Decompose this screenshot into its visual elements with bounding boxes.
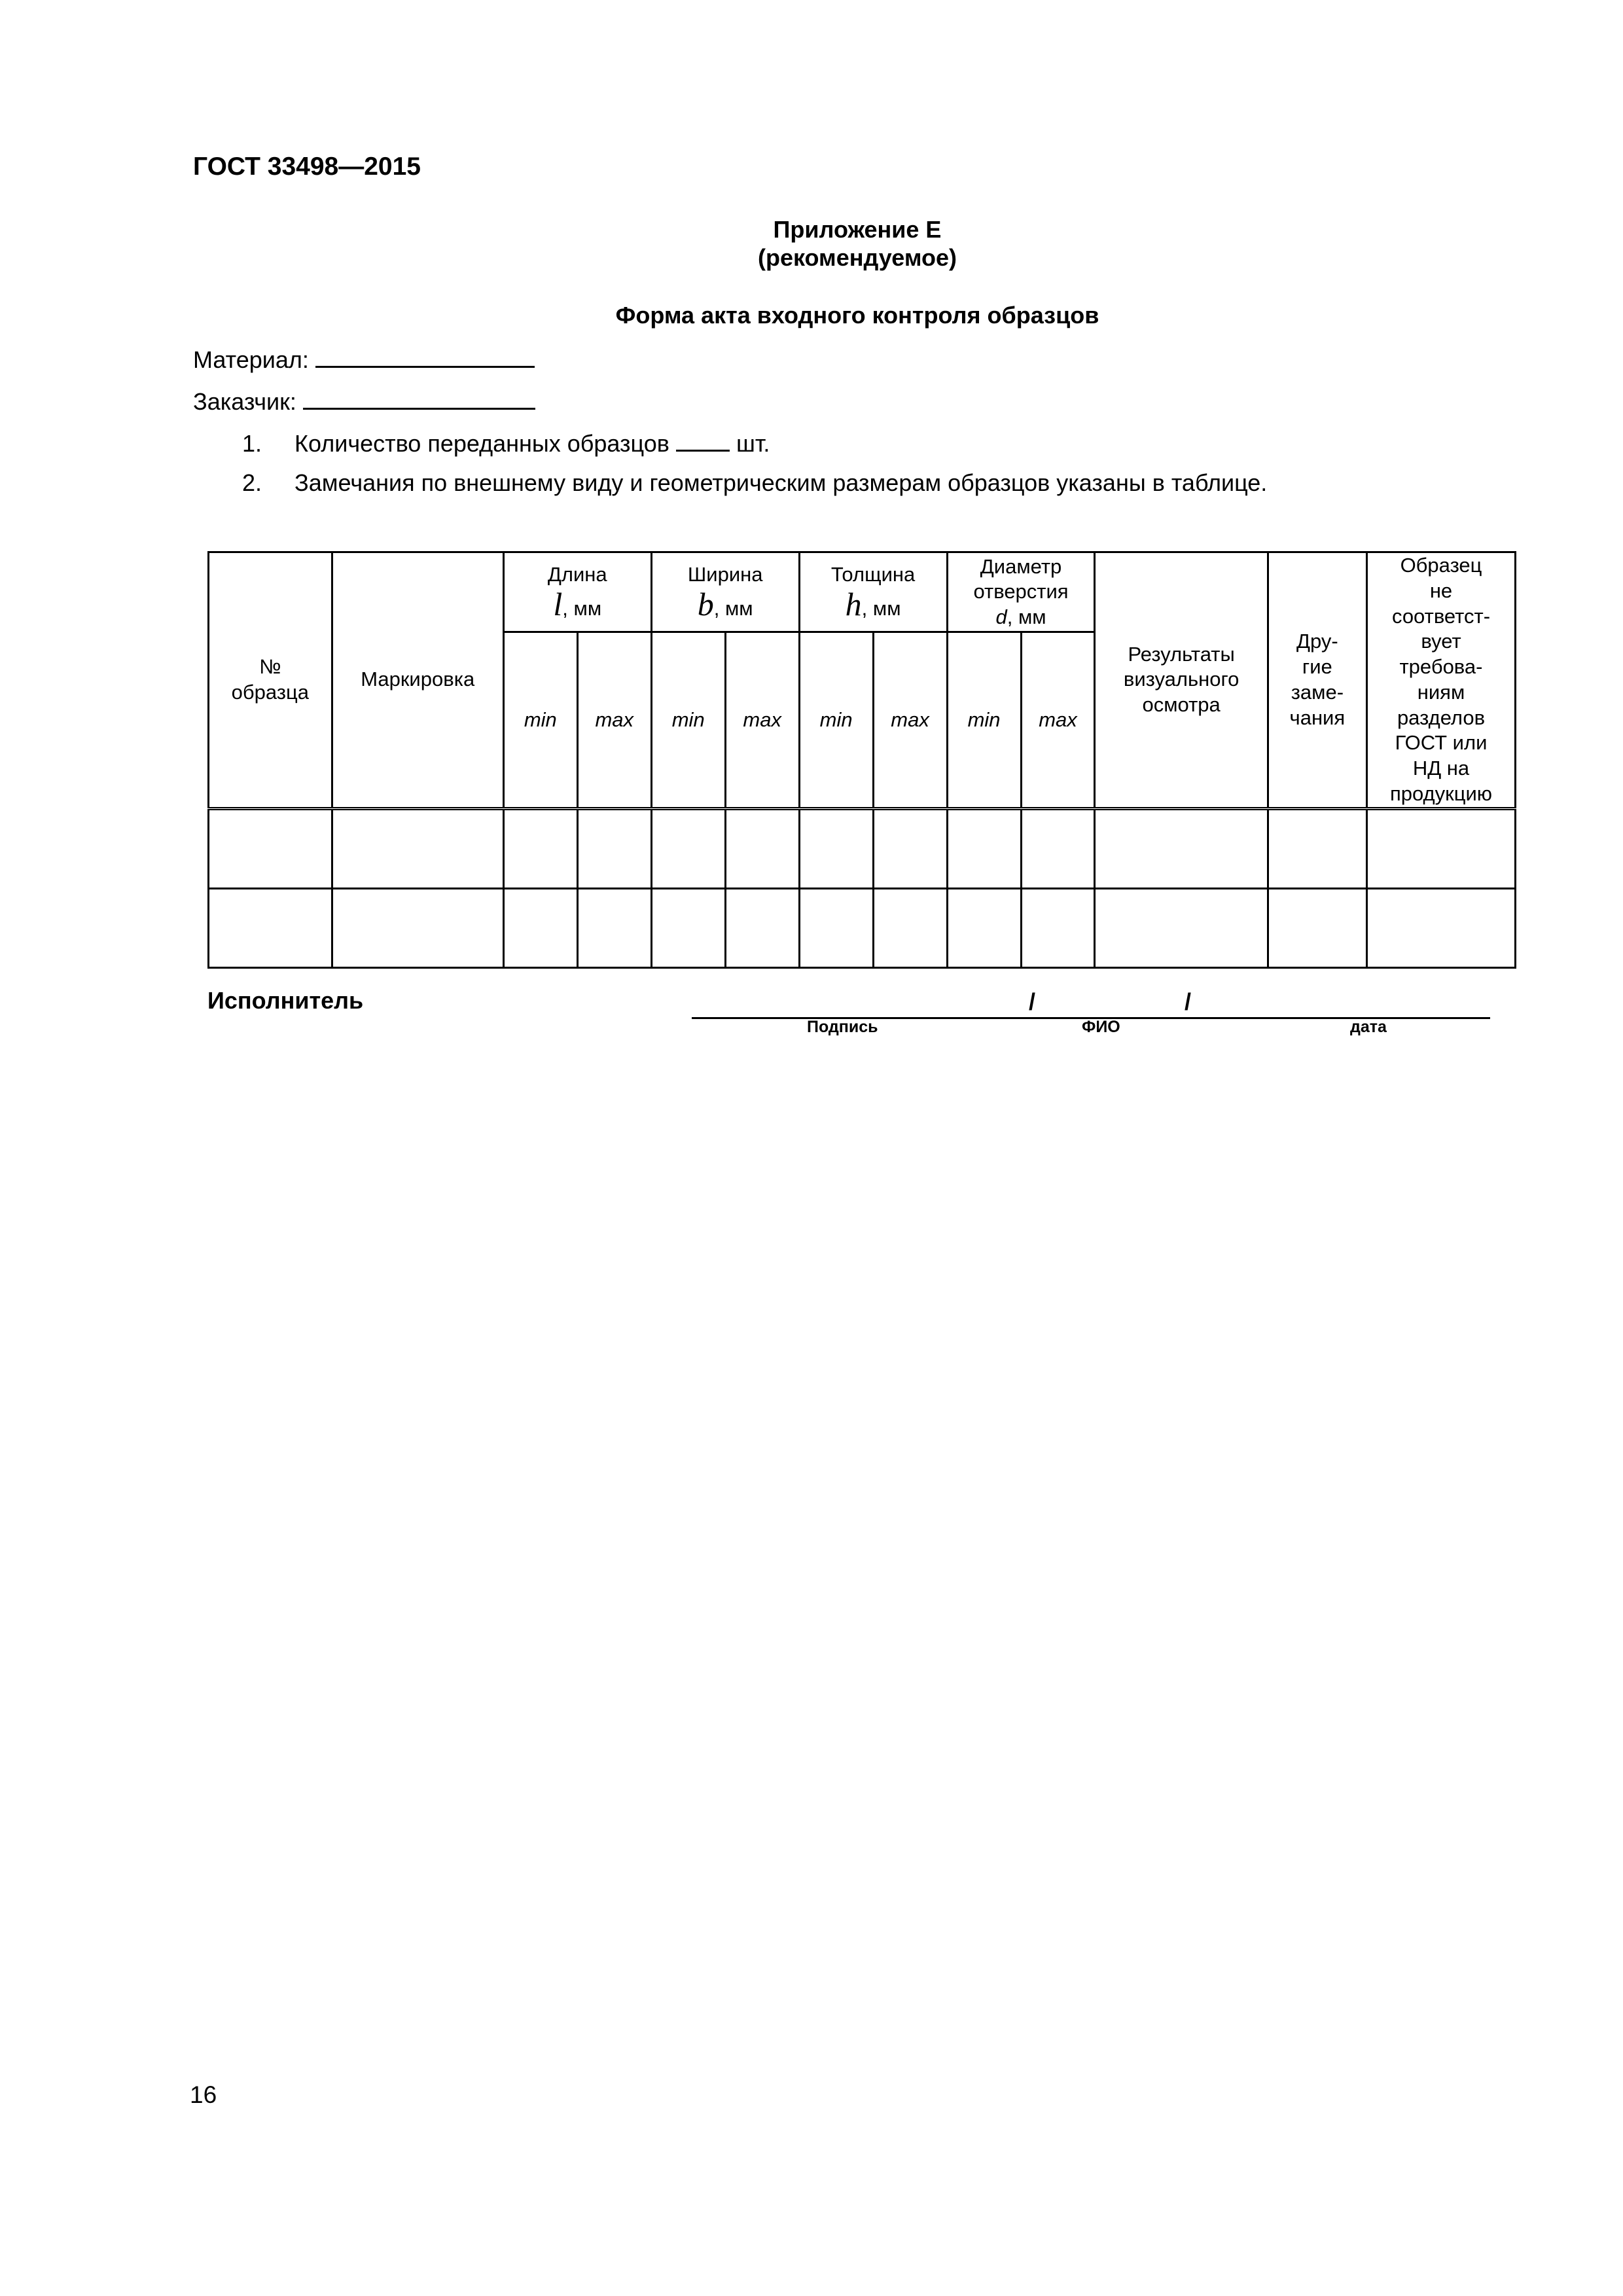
signature-caption: Подпись <box>807 1018 878 1036</box>
table-cell[interactable] <box>947 808 1021 888</box>
customer-blank[interactable] <box>303 386 535 410</box>
table-cell[interactable] <box>651 808 725 888</box>
name-caption: ФИО <box>1082 1018 1120 1036</box>
table-cell[interactable] <box>1095 808 1268 888</box>
table-cell[interactable] <box>503 888 577 967</box>
separator-slash: / <box>1029 988 1036 1015</box>
header-length-max: max <box>577 632 651 808</box>
table-cell[interactable] <box>1021 808 1095 888</box>
appendix-title: Приложение Е <box>773 216 942 243</box>
table-cell[interactable] <box>1268 808 1366 888</box>
header-other-remarks: Дру- гие заме- чания <box>1268 552 1366 809</box>
list-item-text: Замечания по внешнему виду и геометрическим размерам образцов указаны в таблице. <box>294 469 1268 496</box>
header-thickness: Толщина h, мм <box>799 552 947 632</box>
customer-field <box>193 386 535 416</box>
header-thickness-min: min <box>799 632 873 808</box>
date-caption: дата <box>1350 1018 1387 1036</box>
header-hole-diameter: Диаметр отверстия d, мм <box>947 552 1095 632</box>
customer-label: Заказчик: <box>193 388 296 415</box>
header-visual-results: Результаты визуального осмотра <box>1095 552 1268 809</box>
header-sample-number: № образца <box>209 552 332 809</box>
table-cell[interactable] <box>799 808 873 888</box>
table-cell[interactable] <box>1095 888 1268 967</box>
appendix-subtitle: (рекомендуемое) <box>758 244 957 271</box>
inspection-table <box>207 551 1516 969</box>
material-blank[interactable] <box>315 344 535 368</box>
sample-count-blank[interactable] <box>676 427 730 452</box>
list-item-text: Количество переданных образцов <box>294 430 669 457</box>
header-length-min: min <box>503 632 577 808</box>
header-width-min: min <box>651 632 725 808</box>
table-cell[interactable] <box>799 888 873 967</box>
table-cell[interactable] <box>577 888 651 967</box>
form-title: Форма акта входного контроля образцов <box>615 302 1099 329</box>
table-cell[interactable] <box>1268 888 1366 967</box>
table-cell[interactable] <box>332 888 503 967</box>
header-diameter-min: min <box>947 632 1021 808</box>
table-cell[interactable] <box>651 888 725 967</box>
unit-label: шт. <box>736 430 770 457</box>
list-item-number: 2. <box>242 469 262 496</box>
material-label: Материал: <box>193 346 309 373</box>
header-width-max: max <box>725 632 799 808</box>
header-nonconformity: Образец не соответст- вует требова- ниям разделов ГОСТ или НД на продукцию <box>1367 552 1516 809</box>
table-cell[interactable] <box>209 808 332 888</box>
list-item <box>242 427 770 457</box>
table-cell[interactable] <box>332 808 503 888</box>
table-cell[interactable] <box>1021 888 1095 967</box>
table-cell[interactable] <box>725 888 799 967</box>
list-item-number: 1. <box>242 430 262 457</box>
header-marking: Маркировка <box>332 552 503 809</box>
table-cell[interactable] <box>577 808 651 888</box>
table-cell[interactable] <box>873 888 947 967</box>
header-thickness-max: max <box>873 632 947 808</box>
table-row <box>209 808 1516 888</box>
table-cell[interactable] <box>1367 888 1516 967</box>
separator-slash: / <box>1185 988 1192 1015</box>
table-cell[interactable] <box>209 888 332 967</box>
table-row <box>209 888 1516 967</box>
table-cell[interactable] <box>503 808 577 888</box>
header-diameter-max: max <box>1021 632 1095 808</box>
list-item <box>242 469 1267 497</box>
material-field <box>193 344 535 374</box>
table-cell[interactable] <box>947 888 1021 967</box>
header-width: Ширина b, мм <box>651 552 799 632</box>
page-number: 16 <box>190 2081 217 2108</box>
table-cell[interactable] <box>725 808 799 888</box>
executor-label: Исполнитель <box>207 987 364 1014</box>
table-cell[interactable] <box>873 808 947 888</box>
table-cell[interactable] <box>1367 808 1516 888</box>
document-code: ГОСТ 33498—2015 <box>193 152 421 181</box>
header-length: Длина l, мм <box>503 552 651 632</box>
